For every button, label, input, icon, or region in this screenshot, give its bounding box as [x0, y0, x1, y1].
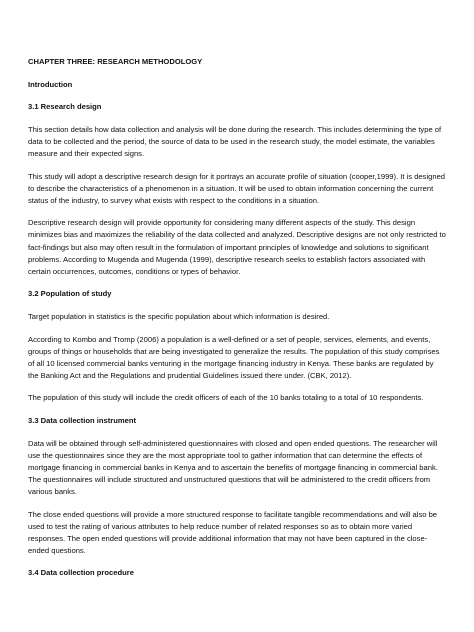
section-heading-collection-instrument: 3.3 Data collection instrument [28, 415, 137, 425]
paragraph: Data will be obtained through self-administered questionnaires with closed and open ended questions. The researcher will use the questionnaires since they are the most appropriate tool to gather information that can determine the effects of mortgage financing in commercial banks in Kenya and to ascertain the benefits of mortgage financing in commercial bank. The questionnaires will include structured and unstructured questions that will be administered to the credit officers from various banks. [28, 438, 438, 496]
chapter-title: CHAPTER THREE: RESEARCH METHODOLOGY [28, 57, 203, 66]
document-page [28, 56, 446, 590]
paragraph: Target population in statistics is the specific population about which information is desired. [28, 311, 330, 321]
paragraph: The close ended questions will provide a more structured response to facilitate tangible recommendations and will also be used to test the rating of various attributes to help reduce number of related responses so as to obtain more varied responses. The open ended questions will provide additional information that may not have been captured in the close-ended questions. [28, 509, 438, 555]
paragraph: Descriptive research design will provide opportunity for considering many different aspects of the study. This design minimizes bias and maximizes the reliability of the data collected and analyzed. Descriptive designs are not only restricted to fact-findings but also may often result in the formulation of important principles of knowledge and solutions to significant problems. According to Mugenda and Mugenda (1999), descriptive research seeks to establish factors associated with certain occurrences, outcomes, conditions or types of behavior. [28, 218, 446, 276]
paragraph: This section details how data collection and analysis will be done during the research. This includes determining the type of data to be collected and the period, the source of data to be used in the research study, the model estimate, the variables measure and their expected signs. [28, 124, 442, 158]
section-heading-collection-procedure: 3.4 Data collection procedure [28, 568, 134, 578]
paragraph: The population of this study will include the credit officers of each of the 10 banks totaling to a total of 10 respondents. [28, 393, 424, 403]
paragraph: This study will adopt a descriptive research design for it portrays an accurate profile of situation (cooper,1999). It is designed to describe the characteristics of a phenomenon in a situation. It will be used to obtain information concerning the current status of the industry, to survey what exists with respect to the conditions in a situation. [28, 171, 446, 205]
introduction-heading: Introduction [28, 79, 73, 89]
section-heading-research-design: 3.1 Research design [28, 102, 102, 112]
paragraph: According to Kombo and Tromp (2006) a population is a well-defined or a set of people, services, elements, and events, groups of things or households that are being investigated to generalize the results. The population of this study comprises of all 10 licensed commercial banks venturing in the mortgage financing industry in Kenya. These banks are regulated by the Banking Act and the Regulations and prudential Guidelines issued there under. (CBK, 2012). [28, 334, 440, 380]
section-heading-population: 3.2 Population of study [28, 289, 112, 299]
